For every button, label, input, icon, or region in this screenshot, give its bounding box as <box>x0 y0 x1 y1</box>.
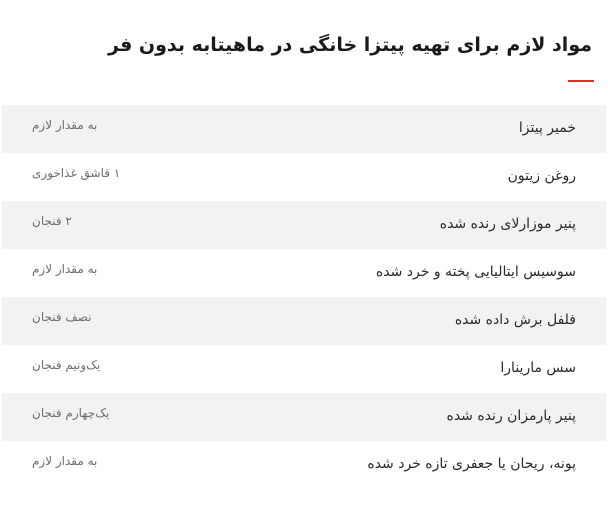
ingredient-amount: نصف فنجان <box>32 310 92 324</box>
ingredient-amount: ۲ فنجان <box>32 214 72 228</box>
title-accent-line <box>568 80 594 82</box>
ingredient-name: روغن زیتون <box>507 168 576 184</box>
table-row <box>2 153 606 201</box>
ingredient-name: پونه، ریحان یا جعفری تازه خرد شده <box>367 456 576 472</box>
ingredient-amount: یک‌ونیم فنجان <box>32 358 101 372</box>
page-title: مواد لازم برای تهیه پیتزا خانگی در ماهیتابه بدون فر <box>108 34 592 56</box>
ingredient-amount: ۱ قاشق غذاخوری <box>32 166 121 180</box>
ingredient-name: پنیر پارمزان رنده شده <box>446 408 576 424</box>
table-row <box>2 393 606 441</box>
ingredient-amount: به مقدار لازم <box>32 454 98 468</box>
table-row <box>2 297 606 345</box>
ingredient-name: فلفل برش داده شده <box>454 312 576 328</box>
ingredient-name: سوسیس ایتالیایی پخته و خرد شده <box>375 264 576 280</box>
table-row <box>2 249 606 297</box>
table-row <box>2 105 606 153</box>
ingredient-name: خمیر پیتزا <box>518 120 576 136</box>
ingredients-table <box>2 105 606 489</box>
ingredient-amount: به مقدار لازم <box>32 262 98 276</box>
ingredient-name: پنیر موزارلای رنده شده <box>439 216 576 232</box>
ingredient-amount: به مقدار لازم <box>32 118 98 132</box>
table-row <box>2 201 606 249</box>
table-row <box>2 441 606 489</box>
ingredient-amount: یک‌چهارم فنجان <box>32 406 110 420</box>
table-row <box>2 345 606 393</box>
ingredient-name: سس مارینارا <box>500 360 576 376</box>
